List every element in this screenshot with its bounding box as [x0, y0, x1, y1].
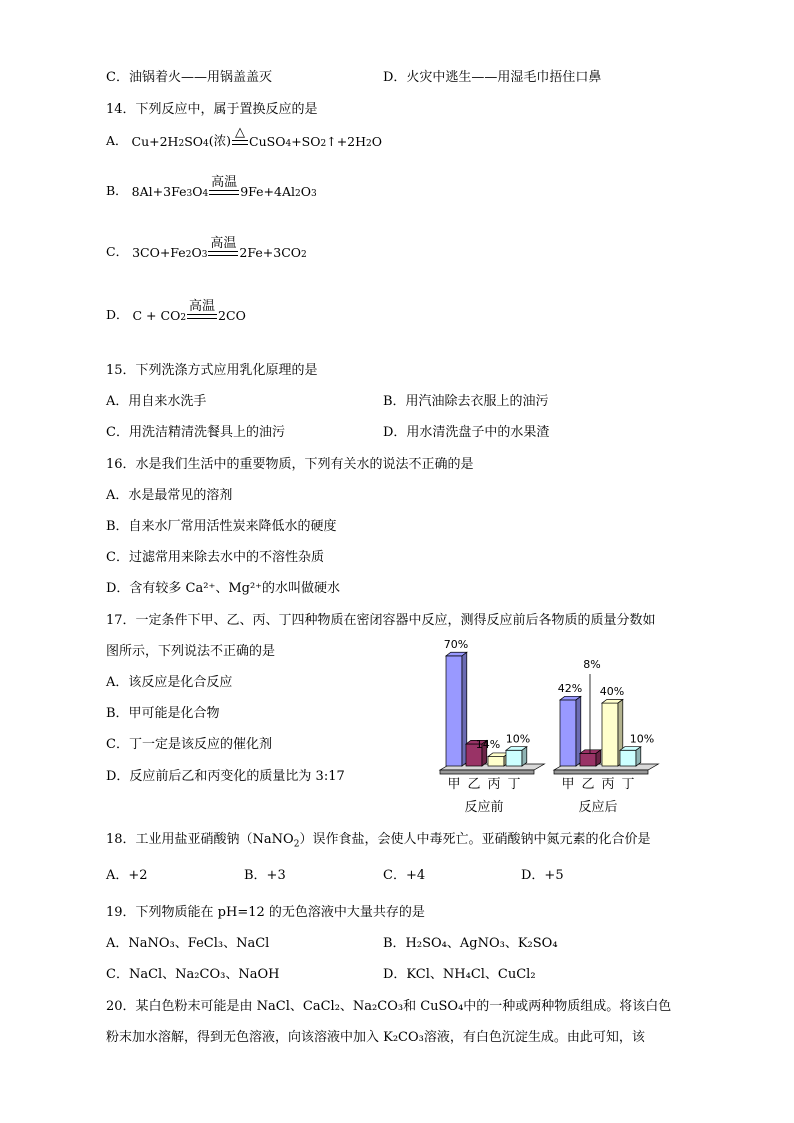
- q18-option-a: A．+2: [106, 868, 148, 883]
- option-label: B．: [106, 183, 128, 198]
- q15-option-c: C．用洗洁精清洗餐具上的油污: [106, 425, 285, 440]
- q17-option-a: A．该反应是化合反应: [106, 675, 233, 690]
- q20-stem-line1: 20．某白色粉末可能是由 NaCl、CaCl₂、Na₂CO₃和 CuSO₄中的一种或两种物质组成。将该白色: [106, 999, 672, 1014]
- q18-stem: 18．工业用盐亚硝酸钠（NaNO$_2$）误作食盐，会使人中毒死亡。亚硝酸钠中氮元素的化合价是: [106, 832, 651, 850]
- data-label: 10%: [505, 732, 531, 746]
- data-label: 70%: [443, 637, 469, 651]
- q17-option-c: C．丁一定是该反应的催化剂: [106, 737, 272, 752]
- q13-option-d: D．火灾中逃生——用湿毛巾捂住口鼻: [383, 70, 602, 85]
- bar-side: [636, 747, 641, 766]
- chart-floor-edge: [554, 770, 648, 774]
- q16-stem: 16．水是我们生活中的重要物质，下列有关水的说法不正确的是: [106, 457, 474, 472]
- bar-front: [580, 753, 596, 766]
- data-label: 42%: [557, 681, 583, 695]
- q19-option-c: C．NaCl、Na₂CO₃、NaOH: [106, 967, 280, 982]
- data-label: 8%: [583, 658, 601, 671]
- category-label: 丙: [487, 777, 501, 792]
- q16-option-a: A．水是最常见的溶剂: [106, 488, 233, 503]
- q14-option-b: B． 8Al+3Fe $_3$ O $_4$ 高温 9Fe+4Al $_2$ O $_3$: [106, 175, 317, 199]
- q17-stem-line1: 17．一定条件下甲、乙、丙、丁四种物质在密闭容器中反应，测得反应前后各物质的质量分数如: [106, 613, 656, 628]
- q15-option-a: A．用自来水洗手: [106, 394, 207, 409]
- group-label: 反应后: [578, 800, 618, 815]
- q14-option-a: A． Cu+2H $_2$ SO $_4$ (浓) △ CuSO $_4$ +SO $_2$ ↑+2H $_2$ O: [106, 125, 383, 149]
- reaction-arrow: 高温: [208, 237, 238, 260]
- option-label: C．: [106, 244, 129, 259]
- q14-option-c: C． 3CO+Fe $_2$ O $_3$ 高温 2Fe+3CO $_2$: [106, 236, 307, 260]
- bar-front: [506, 750, 522, 766]
- q19-stem: 19．下列物质能在 pH=12 的无色溶液中大量共存的是: [106, 905, 425, 920]
- group-label: 反应前: [464, 800, 504, 815]
- q15-stem: 15．下列洗涤方式应用乳化原理的是: [106, 363, 318, 378]
- category-label: 乙: [581, 777, 595, 792]
- reaction-arrow: △: [232, 126, 248, 149]
- option-label: D．: [106, 307, 129, 322]
- q15-option-d: D．用水清洗盘子中的水果渣: [383, 425, 550, 440]
- q13-option-c: C．油锅着火——用锅盖盖灭: [106, 70, 272, 85]
- category-label: 丁: [621, 777, 635, 792]
- category-label: 丙: [601, 777, 615, 792]
- bar-side: [522, 747, 527, 766]
- q17-stem-line2: 图所示，下列说法不正确的是: [106, 644, 276, 659]
- q19-option-b: B．H₂SO₄、AgNO₃、K₂SO₄: [383, 936, 558, 951]
- bar-front: [446, 656, 462, 766]
- option-label: A．: [106, 133, 128, 148]
- bar-front: [620, 750, 636, 766]
- q19-option-d: D．KCl、NH₄Cl、CuCl₂: [383, 967, 536, 982]
- q20-stem-line2: 粉末加水溶解，得到无色溶液，向该溶液中加入 K₂CO₃溶液，有白色沉淀生成。由此可知，该: [106, 1030, 645, 1045]
- q14-option-d: D． C + CO $_2$ 高温 2CO: [106, 299, 246, 323]
- category-label: 乙: [467, 777, 481, 792]
- category-label: 甲: [561, 777, 575, 792]
- data-label: 14%: [475, 737, 501, 751]
- chart-floor-edge: [440, 770, 534, 774]
- q15-option-b: B．用汽油除去衣服上的油污: [383, 394, 549, 409]
- q16-option-b: B．自来水厂常用活性炭来降低水的硬度: [106, 519, 337, 534]
- bar-front: [488, 757, 504, 766]
- reaction-arrow: 高温: [187, 300, 217, 323]
- bar-front: [560, 700, 576, 766]
- q14-stem: 14．下列反应中，属于置换反应的是: [106, 102, 318, 117]
- q19-option-a: A．NaNO₃、FeCl₃、NaCl: [106, 936, 270, 951]
- data-label: 10%: [629, 732, 655, 746]
- data-label: 40%: [599, 685, 625, 699]
- category-label: 甲: [447, 777, 461, 792]
- q16-option-c: C．过滤常用来除去水中的不溶性杂质: [106, 550, 324, 565]
- category-label: 丁: [507, 777, 521, 792]
- q16-option-d: D．含有较多 Ca²⁺、Mg²⁺的水叫做硬水: [106, 581, 341, 596]
- q18-option-b: B．+3: [244, 868, 286, 883]
- bar-front: [602, 703, 618, 766]
- q17-option-d: D．反应前后乙和丙变化的质量比为 3:17: [106, 769, 345, 784]
- q18-option-d: D．+5: [521, 868, 564, 883]
- mass-fraction-bar-chart: [420, 632, 680, 822]
- q17-option-b: B．甲可能是化合物: [106, 706, 220, 721]
- q18-option-c: C．+4: [383, 868, 426, 883]
- reaction-arrow: 高温: [209, 176, 239, 199]
